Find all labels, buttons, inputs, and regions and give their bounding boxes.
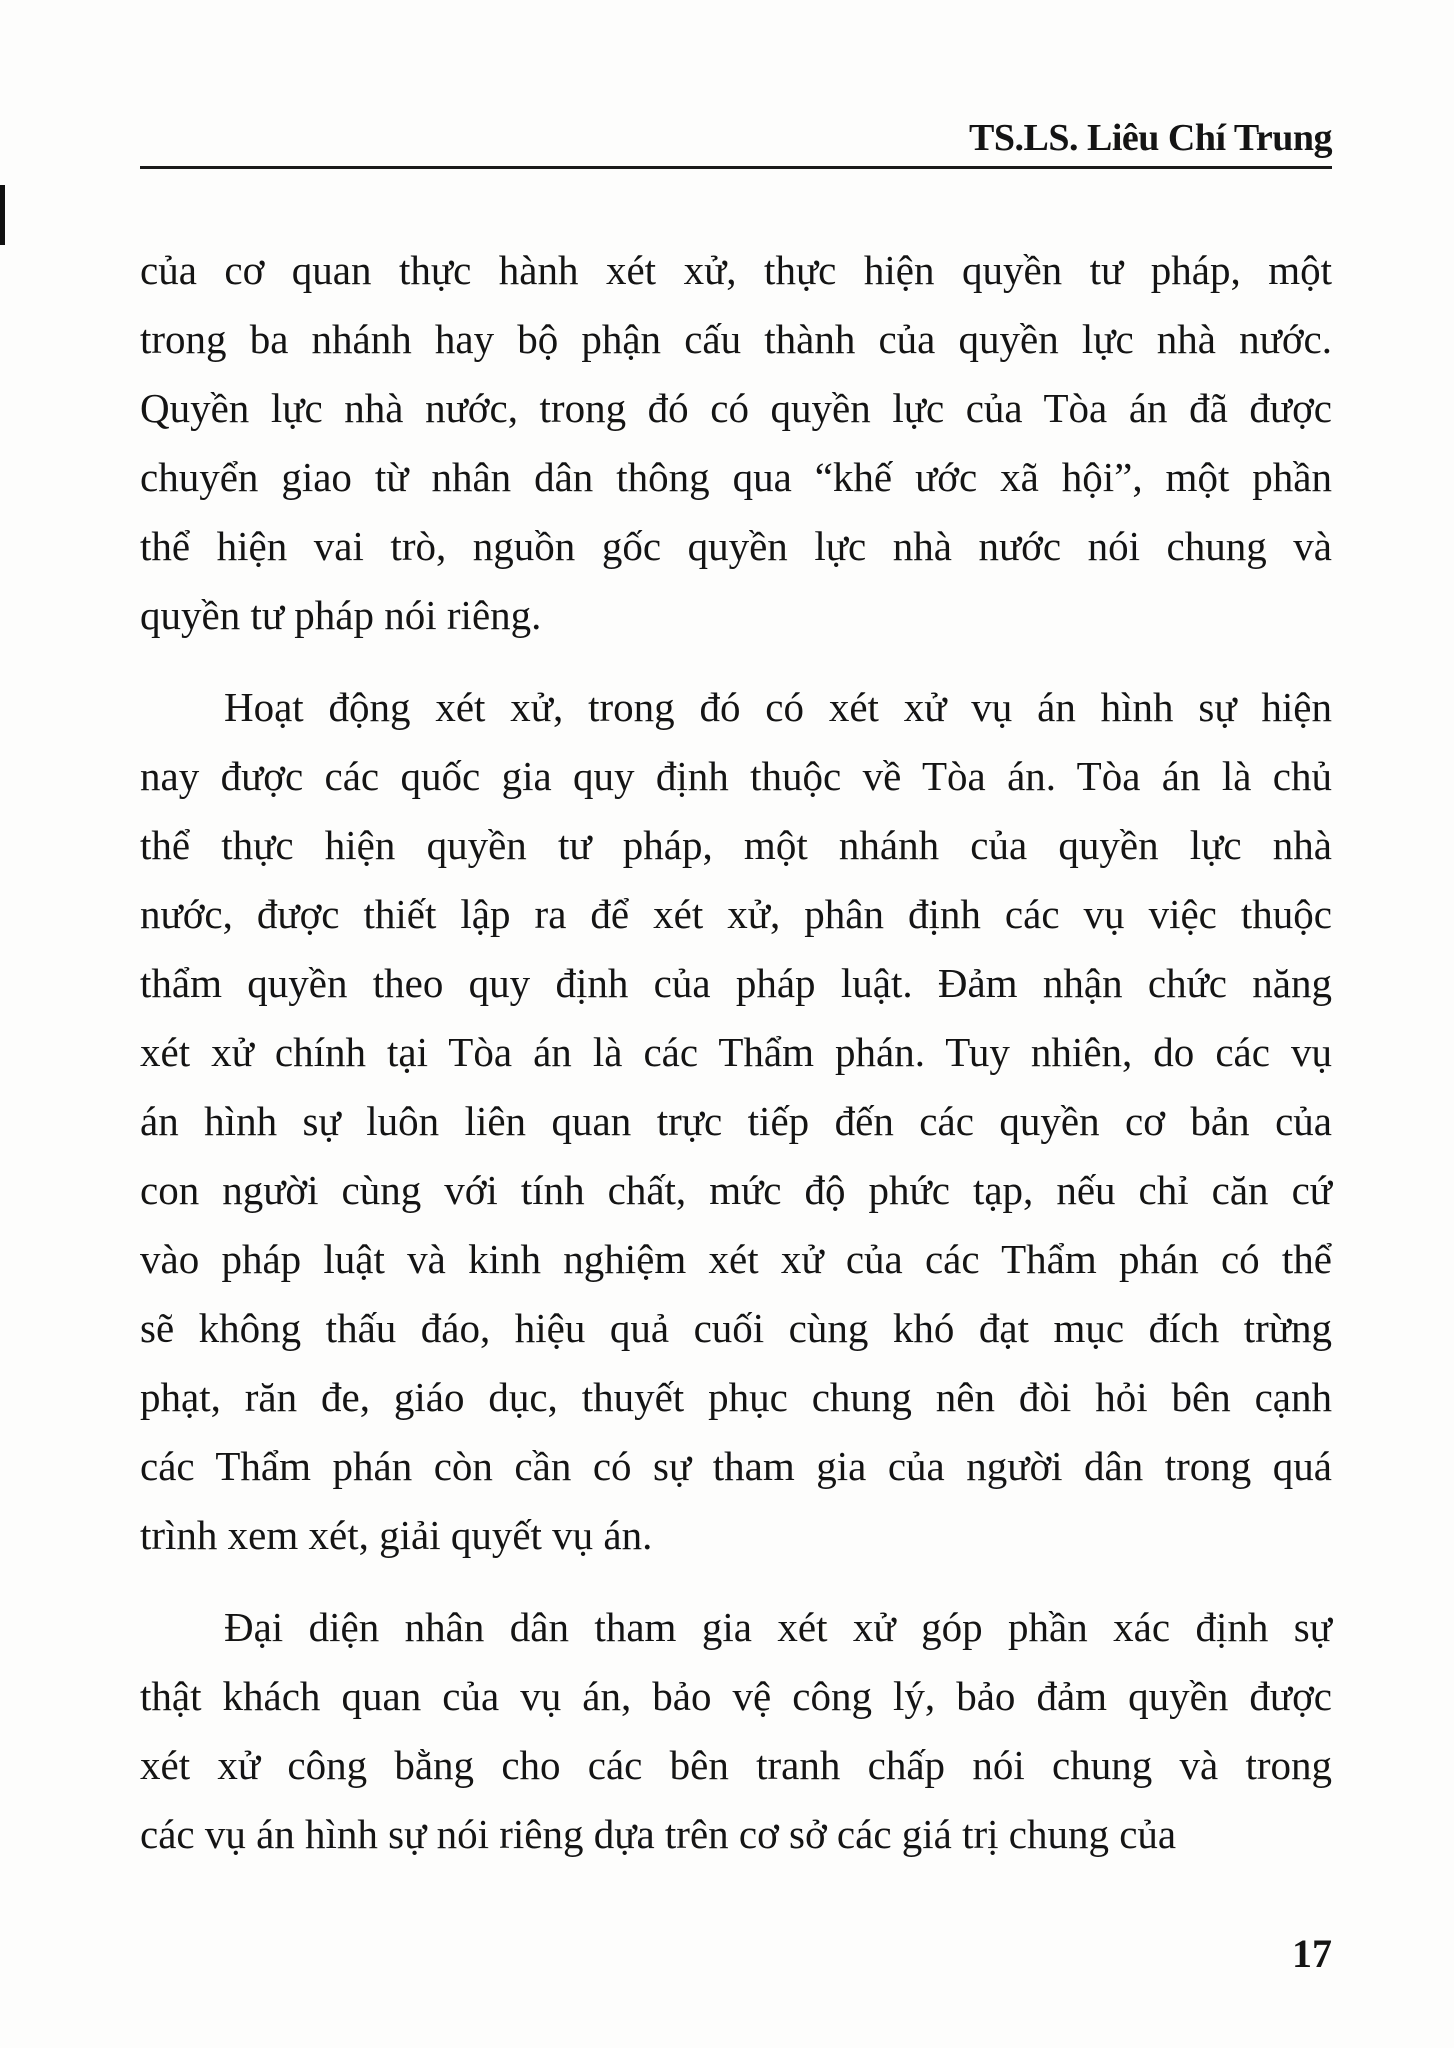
text-line: thật khách quan của vụ án, bảo vệ công lý, bảo đảm quyền được — [140, 1673, 1332, 1719]
text-line: của cơ quan thực hành xét xử, thực hiện quyền tư pháp, một — [140, 247, 1332, 293]
text-line: nay được các quốc gia quy định thuộc về Tòa án. Tòa án là chủ — [140, 753, 1332, 799]
text-line: chuyển giao từ nhân dân thông qua “khế ước xã hội”, một phần — [140, 454, 1332, 500]
paragraph — [140, 1593, 1332, 1869]
page-number: 17 — [1292, 1931, 1332, 1976]
text-line: Quyền lực nhà nước, trong đó có quyền lực của Tòa án đã được — [140, 385, 1332, 431]
text-line: con người cùng với tính chất, mức độ phức tạp, nếu chỉ căn cứ — [140, 1167, 1332, 1213]
text-line: Hoạt động xét xử, trong đó có xét xử vụ án hình sự hiện — [224, 684, 1332, 730]
text-line: xét xử chính tại Tòa án là các Thẩm phán. Tuy nhiên, do các vụ — [140, 1029, 1332, 1075]
header-author: TS.LS. Liêu Chí Trung — [969, 117, 1332, 159]
text-line: trong ba nhánh hay bộ phận cấu thành của quyền lực nhà nước. — [140, 316, 1332, 362]
text-line: phạt, răn đe, giáo dục, thuyết phục chung nên đòi hỏi bên cạnh — [140, 1374, 1332, 1420]
text-line: các Thẩm phán còn cần có sự tham gia của người dân trong quá — [140, 1443, 1332, 1489]
scan-edge-mark — [0, 185, 5, 245]
text-line: trình xem xét, giải quyết vụ án. — [140, 1512, 653, 1558]
paragraph — [140, 236, 1332, 650]
text-line: thẩm quyền theo quy định của pháp luật. Đảm nhận chức năng — [140, 960, 1332, 1006]
body-text — [140, 236, 1332, 1892]
running-header — [140, 112, 1332, 169]
text-line: nước, được thiết lập ra để xét xử, phân định các vụ việc thuộc — [140, 891, 1332, 937]
text-line: thể hiện vai trò, nguồn gốc quyền lực nhà nước nói chung và — [140, 523, 1332, 569]
text-line: quyền tư pháp nói riêng. — [140, 592, 542, 638]
text-line: vào pháp luật và kinh nghiệm xét xử của các Thẩm phán có thể — [140, 1236, 1332, 1282]
text-line: xét xử công bằng cho các bên tranh chấp nói chung và trong — [140, 1742, 1332, 1788]
text-line: các vụ án hình sự nói riêng dựa trên cơ sở các giá trị chung của — [140, 1811, 1177, 1857]
paragraph — [140, 673, 1332, 1570]
text-line: án hình sự luôn liên quan trực tiếp đến các quyền cơ bản của — [140, 1098, 1332, 1144]
text-line: sẽ không thấu đáo, hiệu quả cuối cùng khó đạt mục đích trừng — [140, 1305, 1332, 1351]
text-line: thể thực hiện quyền tư pháp, một nhánh của quyền lực nhà — [140, 822, 1332, 868]
text-line: Đại diện nhân dân tham gia xét xử góp phần xác định sự — [224, 1604, 1332, 1650]
